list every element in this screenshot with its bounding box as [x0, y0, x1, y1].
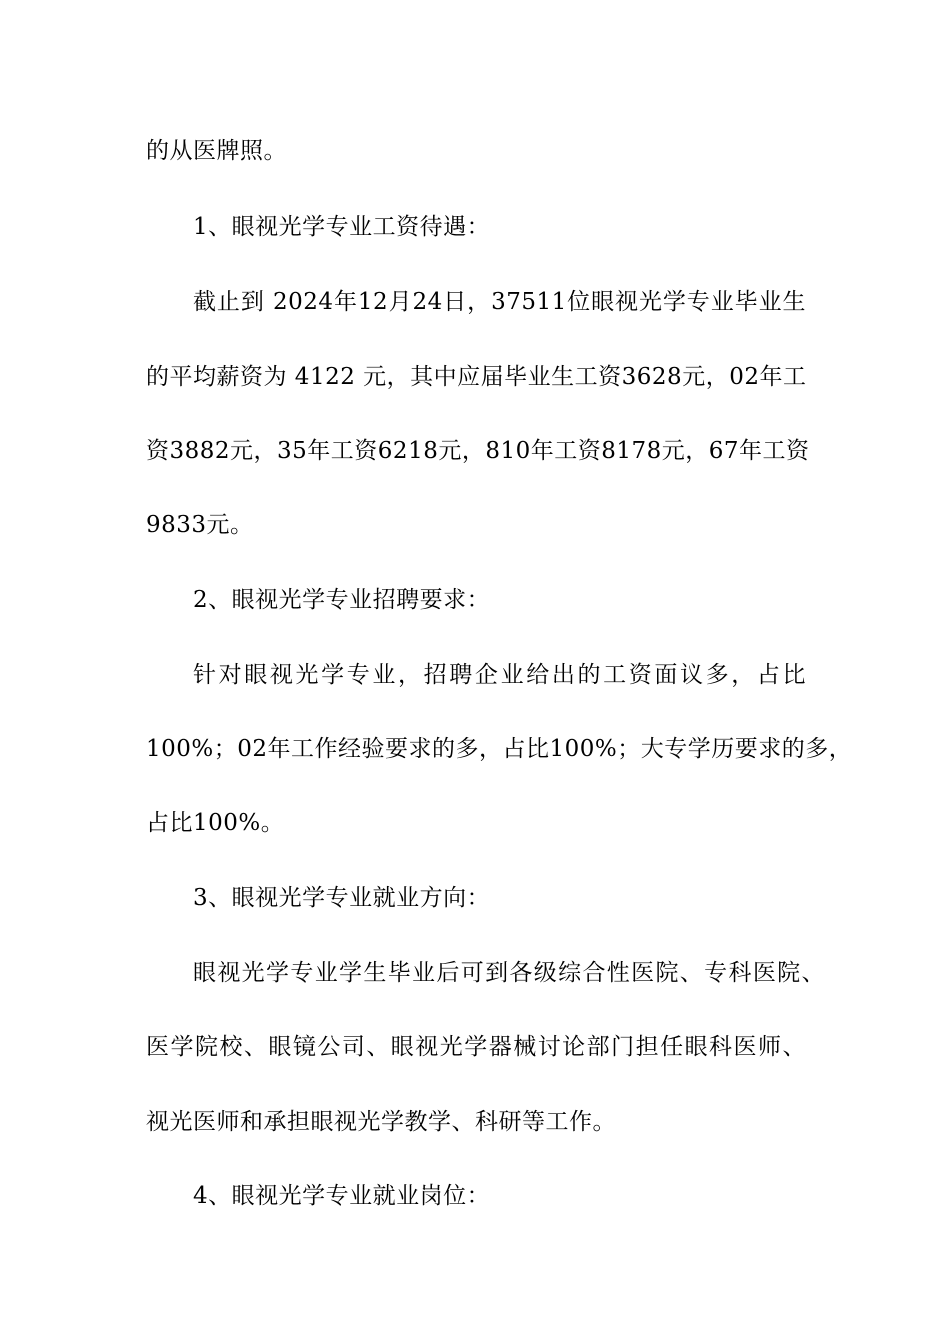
text-line-10: 占比100%。 — [146, 810, 285, 836]
text-line-1: 的从医牌照。 — [146, 138, 287, 164]
text-line-14: 视光医师和承担眼视光学教学、科研等工作。 — [146, 1109, 616, 1135]
text-line-3: 截止到 2024年12月24日，37511位眼视光学专业毕业生 — [193, 289, 806, 315]
section-heading-recruitment: 2、眼视光学专业招聘要求： — [193, 587, 491, 613]
text-line-8: 针对眼视光学专业，招聘企业给出的工资面议多，占比 — [193, 662, 806, 688]
text-line-9: 100%；02年工作经验要求的多，占比100%；大专学历要求的多， — [146, 736, 853, 762]
text-line-6: 9833元。 — [146, 512, 254, 538]
section-heading-positions: 4、眼视光学专业就业岗位： — [193, 1183, 491, 1209]
text-line-4: 的平均薪资为 4122 元，其中应届毕业生工资3628元，02年工 — [146, 364, 807, 390]
section-heading-direction: 3、眼视光学专业就业方向： — [193, 885, 491, 911]
text-line-13: 医学院校、眼镜公司、眼视光学器械讨论部门担任眼科医师、 — [146, 1034, 806, 1060]
section-heading-salary: 1、眼视光学专业工资待遇： — [193, 214, 491, 240]
text-line-5: 资3882元，35年工资6218元，810年工资8178元，67年工资 — [146, 438, 810, 464]
text-line-12: 眼视光学专业学生毕业后可到各级综合性医院、专科医院、 — [193, 960, 825, 986]
